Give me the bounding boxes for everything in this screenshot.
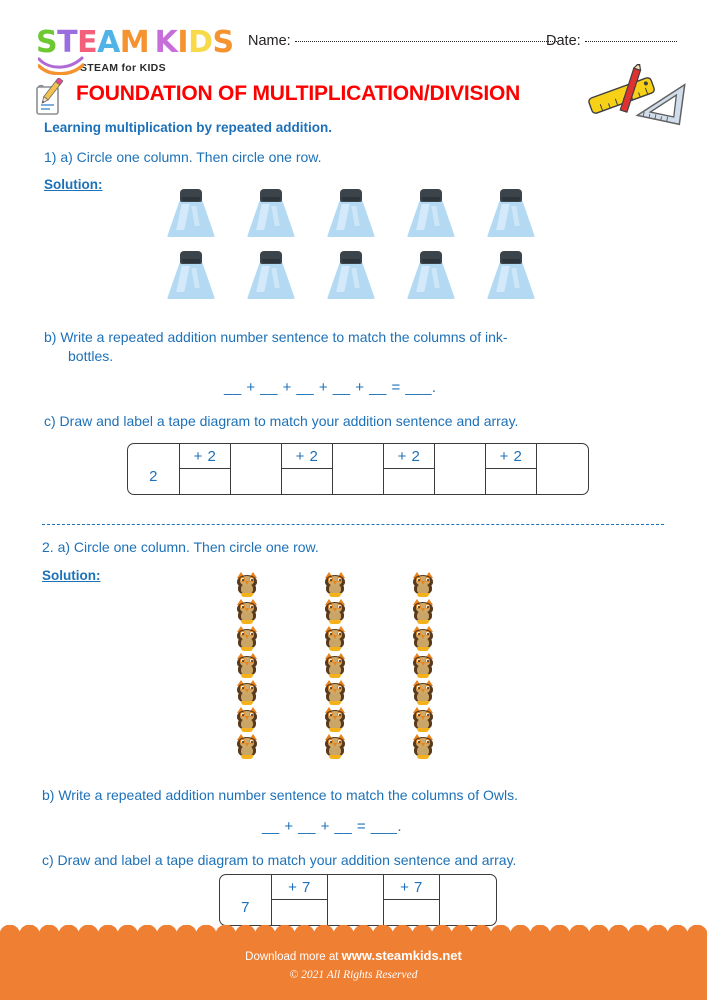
q2-tape-diagram[interactable] <box>219 874 497 926</box>
q2-equation-blank[interactable]: __ + __ + __ = ___. <box>262 818 403 835</box>
tape-cell-label: + 7 <box>400 878 423 896</box>
tape-cell-split[interactable] <box>272 875 328 925</box>
tape-cell-split[interactable] <box>384 875 440 925</box>
owl-icon[interactable] <box>412 626 434 651</box>
footer-download-text <box>0 948 707 963</box>
owl-icon[interactable] <box>324 680 346 705</box>
owl-icon[interactable] <box>412 680 434 705</box>
tape-cell-blank-half[interactable] <box>384 900 439 925</box>
ink-bottle-icon[interactable] <box>403 188 459 240</box>
tape-cell-blank-half[interactable] <box>180 469 230 494</box>
q1-equation-blank[interactable]: __ + __ + __ + __ + __ = ___. <box>224 379 437 396</box>
steam-kids-logo <box>36 25 234 74</box>
q2-prompt-c: c) Draw and label a tape diagram to match your addition sentence and array. <box>42 852 517 868</box>
tape-cell-first[interactable] <box>128 444 180 494</box>
q1-prompt-a: 1) a) Circle one column. Then circle one row. <box>44 149 322 165</box>
q1-prompt-c: c) Draw and label a tape diagram to match your addition sentence and array. <box>44 413 519 429</box>
logo-tagline: STEAM for KIDS <box>80 62 166 74</box>
q2-solution-label: Solution: <box>42 568 101 583</box>
logo-letter-1: T <box>57 25 78 60</box>
section-divider <box>42 524 664 525</box>
tape-cell-blank[interactable] <box>231 444 282 494</box>
owl-icon[interactable] <box>324 599 346 624</box>
q1-prompt-b-line1: b) Write a repeated addition number sentence to match the columns of ink- <box>44 329 508 345</box>
tape-cell-label: + 2 <box>499 447 523 465</box>
owl-array[interactable] <box>236 572 500 761</box>
tape-cell-split[interactable] <box>384 444 435 494</box>
owl-icon[interactable] <box>412 653 434 678</box>
tape-cell-first[interactable] <box>220 875 272 925</box>
ink-bottle-icon[interactable] <box>243 188 299 240</box>
tape-cell-split[interactable] <box>486 444 537 494</box>
page-title: FOUNDATION OF MULTIPLICATION/DIVISION <box>76 82 521 105</box>
ink-bottle-icon[interactable] <box>483 188 539 240</box>
tape-cell-blank-half[interactable] <box>384 469 434 494</box>
q2-prompt-b-line1: b) Write a repeated addition number sentence to match the columns of Owls. <box>42 787 518 803</box>
tape-cell-blank-half[interactable] <box>486 469 536 494</box>
owl-icon[interactable] <box>236 572 258 597</box>
footer-copyright: © 2021 All Rights Reserved <box>289 969 418 981</box>
logo-letter-4: M <box>119 25 150 60</box>
q1-prompt-b-line2: bottles. <box>68 348 114 364</box>
owl-icon[interactable] <box>324 734 346 759</box>
logo-letter-8: D <box>188 25 213 60</box>
tape-cell-blank[interactable] <box>328 875 384 925</box>
footer-scallop-bumps <box>0 925 707 939</box>
owl-icon[interactable] <box>412 707 434 732</box>
ink-bottle-array[interactable] <box>163 188 563 312</box>
ink-bottle-icon[interactable] <box>323 188 379 240</box>
owl-icon[interactable] <box>236 707 258 732</box>
name-field-line[interactable] <box>248 33 557 49</box>
owl-icon[interactable] <box>236 680 258 705</box>
ruler-pencil-triangle-icon <box>581 64 691 130</box>
owl-icon[interactable] <box>324 626 346 651</box>
tape-cell-label: 2 <box>149 467 158 485</box>
q1-solution-label: Solution: <box>44 177 103 192</box>
q1-tape-diagram[interactable] <box>127 443 589 495</box>
tape-cell-blank[interactable] <box>440 875 496 925</box>
logo-letter-2: E <box>77 25 98 60</box>
owl-icon[interactable] <box>412 734 434 759</box>
name-blank[interactable] <box>295 41 557 42</box>
owl-icon[interactable] <box>324 653 346 678</box>
logo-letter-7: I <box>177 25 189 60</box>
tape-cell-blank[interactable] <box>537 444 588 494</box>
date-blank[interactable] <box>585 41 677 42</box>
footer-download-prefix: Download more at <box>245 951 342 963</box>
tape-cell-label: + 7 <box>288 878 311 896</box>
footer-site-url[interactable]: www.steamkids.net <box>341 948 462 963</box>
tape-cell-blank-half[interactable] <box>272 900 327 925</box>
tape-cell-blank[interactable] <box>333 444 384 494</box>
ink-bottle-icon[interactable] <box>163 188 219 240</box>
ink-bottle-icon[interactable] <box>163 250 219 302</box>
tape-cell-label: + 2 <box>295 447 319 465</box>
title-row <box>0 76 707 120</box>
owl-icon[interactable] <box>236 626 258 651</box>
owl-icon[interactable] <box>236 653 258 678</box>
owl-icon[interactable] <box>236 599 258 624</box>
page-footer <box>0 934 707 1000</box>
logo-letter-0: S <box>36 25 58 60</box>
tape-cell-split[interactable] <box>180 444 231 494</box>
notepad-pencil-icon <box>28 78 68 118</box>
ink-bottle-icon[interactable] <box>323 250 379 302</box>
logo-letter-6: K <box>154 25 178 60</box>
ink-bottle-icon[interactable] <box>483 250 539 302</box>
ink-bottle-icon[interactable] <box>403 250 459 302</box>
owl-icon[interactable] <box>412 599 434 624</box>
worksheet-subtitle: Learning multiplication by repeated addition. <box>44 120 333 135</box>
date-label: Date: <box>546 33 581 49</box>
owl-icon[interactable] <box>236 734 258 759</box>
name-label: Name: <box>248 33 291 49</box>
tape-cell-blank[interactable] <box>435 444 486 494</box>
date-field-line[interactable] <box>546 33 677 49</box>
owl-icon[interactable] <box>324 707 346 732</box>
logo-letter-3: A <box>97 25 120 60</box>
q2-prompt-a: 2. a) Circle one column. Then circle one row. <box>42 539 319 555</box>
owl-icon[interactable] <box>324 572 346 597</box>
tape-cell-blank-half[interactable] <box>282 469 332 494</box>
logo-letter-9: S <box>212 25 234 60</box>
tape-cell-label: + 2 <box>193 447 217 465</box>
tape-cell-label: 7 <box>241 898 250 916</box>
ink-bottle-icon[interactable] <box>243 250 299 302</box>
logo-swoosh-icon <box>38 55 84 75</box>
tape-cell-split[interactable] <box>282 444 333 494</box>
tape-cell-label: + 2 <box>397 447 421 465</box>
owl-icon[interactable] <box>412 572 434 597</box>
logo-wordmark <box>36 25 234 60</box>
